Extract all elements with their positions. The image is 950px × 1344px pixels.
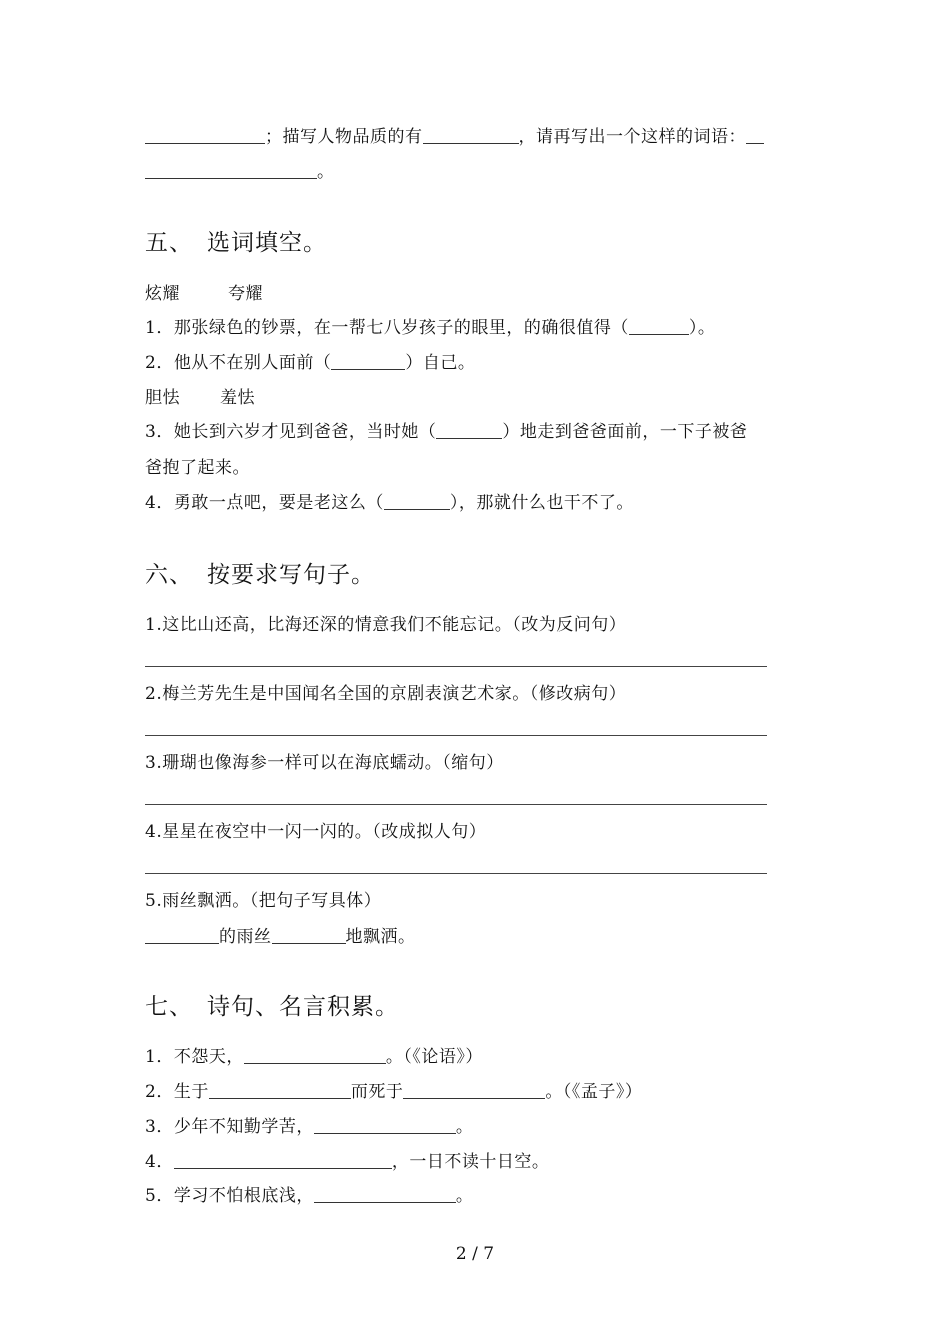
question-text: 3．她长到六岁才见到爸爸，当时她（ <box>145 422 437 442</box>
question-text: 。（《论语》） <box>385 1047 483 1067</box>
question-text: 。 <box>455 1186 474 1206</box>
question-5-3-cont <box>145 457 250 479</box>
answer-line[interactable] <box>145 666 767 667</box>
text: 。 <box>317 162 335 182</box>
poem-7-4 <box>145 1151 549 1173</box>
answer-blank[interactable] <box>174 1152 392 1169</box>
answer-line[interactable] <box>145 873 767 874</box>
answer-blank[interactable] <box>629 318 689 335</box>
answer-line[interactable] <box>145 804 767 805</box>
word-choice: 胆怯 <box>145 388 180 408</box>
question-text: ）。 <box>688 318 716 338</box>
word-choices-2 <box>145 387 255 409</box>
question-text: 爸抱了起来。 <box>145 458 250 478</box>
question-text: 而死于 <box>350 1082 404 1102</box>
question-text: 2．他从不在别人面前（ <box>145 353 332 373</box>
blank[interactable] <box>145 162 317 179</box>
top-line-1 <box>145 126 764 148</box>
question-text: ，一日不读十日空。 <box>391 1152 550 1172</box>
answer-blank[interactable] <box>436 422 502 439</box>
poem-7-2 <box>145 1081 642 1103</box>
section-title: 选词填空。 <box>207 230 327 256</box>
answer-blank[interactable] <box>209 1082 351 1099</box>
poem-7-5 <box>145 1185 473 1207</box>
question-5-2 <box>145 352 475 374</box>
question-text: 4． <box>145 1152 174 1172</box>
question-text: 3.珊瑚也像海参一样可以在海底蠕动。（缩句） <box>145 753 504 773</box>
answer-blank[interactable] <box>244 1047 386 1064</box>
question-5-1 <box>145 317 715 339</box>
question-5-3 <box>145 421 747 443</box>
section-title: 按要求写句子。 <box>207 562 375 588</box>
answer-blank[interactable] <box>145 927 219 944</box>
text: ，请再写出一个这样的词语： <box>518 127 746 147</box>
section-title: 诗句、名言积累。 <box>207 994 399 1020</box>
answer-blank[interactable] <box>384 493 450 510</box>
word-choice: 炫耀 <box>145 284 180 304</box>
question-text: ）自己。 <box>405 353 476 373</box>
question-text: 。 <box>455 1117 474 1137</box>
section-5-heading <box>145 228 327 258</box>
word-choice: 夸耀 <box>228 284 263 304</box>
blank[interactable] <box>746 127 764 144</box>
blank[interactable] <box>423 127 519 144</box>
sentence-6-3 <box>145 752 504 774</box>
question-text: 5.雨丝飘洒。（把句子写具体） <box>145 891 382 911</box>
question-text: 的雨丝 <box>219 927 272 947</box>
question-text: 2．生于 <box>145 1082 209 1102</box>
section-number: 六、 <box>145 562 193 588</box>
answer-blank[interactable] <box>314 1117 456 1134</box>
sentence-6-5-fill <box>145 926 416 948</box>
section-7-heading <box>145 992 399 1022</box>
answer-blank[interactable] <box>314 1186 456 1203</box>
question-text: 4.星星在夜空中一闪一闪的。（改成拟人句） <box>145 822 487 842</box>
question-text: 1.这比山还高，比海还深的情意我们不能忘记。（改为反问句） <box>145 615 627 635</box>
word-choice: 羞怯 <box>220 388 255 408</box>
section-number: 七、 <box>145 994 193 1020</box>
top-line-2 <box>145 161 335 183</box>
sentence-6-1 <box>145 614 626 636</box>
question-text: 3．少年不知勤学苦， <box>145 1117 314 1137</box>
question-text: 地飘洒。 <box>345 927 416 947</box>
question-text: ）地走到爸爸面前，一下子被爸 <box>502 422 748 442</box>
word-choices-1 <box>145 283 263 305</box>
question-text: 1．那张绿色的钞票，在一帮七八岁孩子的眼里，的确很值得（ <box>145 318 629 338</box>
page-number: 2 / 7 <box>455 1244 495 1264</box>
section-number: 五、 <box>145 230 193 256</box>
poem-7-1 <box>145 1046 483 1068</box>
answer-blank[interactable] <box>331 353 405 370</box>
question-5-4 <box>145 492 634 514</box>
sentence-6-4 <box>145 821 486 843</box>
question-text: 。（《孟子》） <box>545 1082 643 1102</box>
answer-blank[interactable] <box>403 1082 545 1099</box>
poem-7-3 <box>145 1116 473 1138</box>
question-text: 2.梅兰芳先生是中国闻名全国的京剧表演艺术家。（修改病句） <box>145 684 627 704</box>
sentence-6-2 <box>145 683 626 705</box>
blank[interactable] <box>145 127 265 144</box>
text: ；描写人物品质的有 <box>265 127 423 147</box>
question-text: ），那就什么也干不了。 <box>449 493 634 513</box>
answer-line[interactable] <box>145 735 767 736</box>
question-text: 5．学习不怕根底浅， <box>145 1186 314 1206</box>
question-text: 1．不怨天， <box>145 1047 244 1067</box>
section-6-heading <box>145 560 375 590</box>
sentence-6-5 <box>145 890 381 912</box>
question-text: 4．勇敢一点吧，要是老这么（ <box>145 493 384 513</box>
answer-blank[interactable] <box>272 927 346 944</box>
